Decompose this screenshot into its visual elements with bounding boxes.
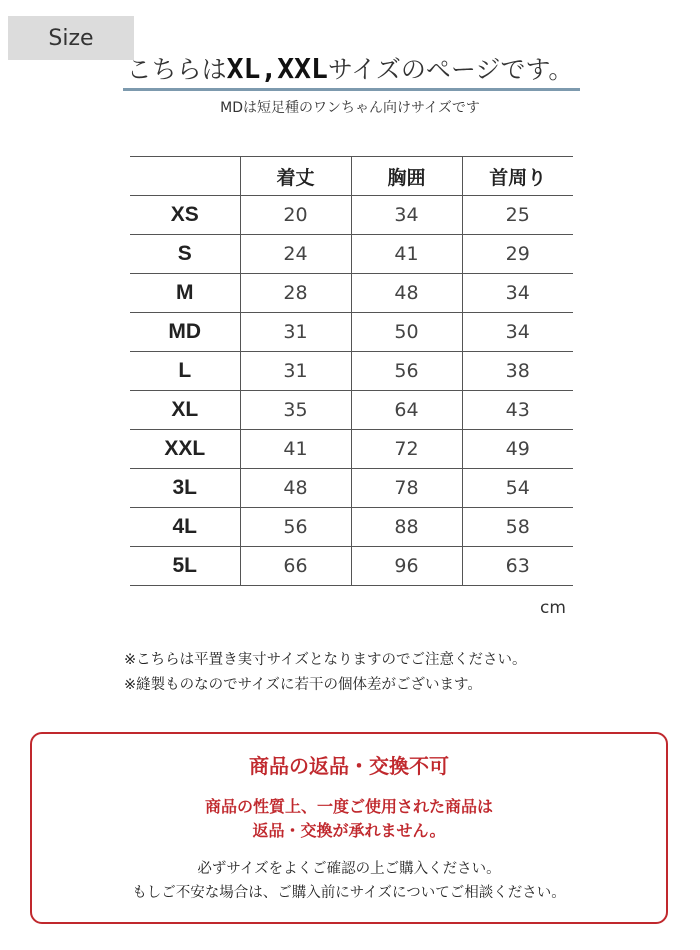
length-cell: 28 <box>240 274 351 313</box>
length-cell: 48 <box>240 469 351 508</box>
neck-cell: 54 <box>462 469 573 508</box>
neck-cell: 38 <box>462 352 573 391</box>
neck-cell: 29 <box>462 235 573 274</box>
notice-info <box>32 857 666 905</box>
chest-cell: 96 <box>351 547 462 586</box>
neck-cell: 49 <box>462 430 573 469</box>
table-row <box>130 274 573 313</box>
chest-cell: 50 <box>351 313 462 352</box>
table-header-row <box>130 157 573 196</box>
size-cell: MD <box>130 313 240 352</box>
table-header-size <box>130 157 240 196</box>
title-underline <box>123 88 580 91</box>
neck-cell: 25 <box>462 196 573 235</box>
size-cell: L <box>130 352 240 391</box>
size-cell: XL <box>130 391 240 430</box>
table-header-neck: 首周り <box>462 157 573 196</box>
notice-info-line: もしご不安な場合は、ご購入前にサイズについてご相談ください。 <box>132 885 566 901</box>
title-emphasis: XL,XXL <box>226 52 328 85</box>
size-cell: M <box>130 274 240 313</box>
chest-cell: 48 <box>351 274 462 313</box>
title-prefix: こちらは <box>126 55 227 84</box>
size-cell: 4L <box>130 508 240 547</box>
notice-title: 商品の返品・交換不可 <box>249 754 449 778</box>
neck-cell: 63 <box>462 547 573 586</box>
table-row <box>130 352 573 391</box>
neck-cell: 34 <box>462 274 573 313</box>
table-row <box>130 235 573 274</box>
notes <box>124 648 527 698</box>
table-row <box>130 430 573 469</box>
table-header-chest: 胸囲 <box>351 157 462 196</box>
size-cell: XXL <box>130 430 240 469</box>
table-row <box>130 547 573 586</box>
neck-cell: 58 <box>462 508 573 547</box>
length-cell: 41 <box>240 430 351 469</box>
neck-cell: 43 <box>462 391 573 430</box>
size-cell: XS <box>130 196 240 235</box>
size-table <box>130 156 573 586</box>
page-subtitle: MDは短足種のワンちゃん向けサイズです <box>220 100 480 116</box>
table-row <box>130 196 573 235</box>
length-cell: 66 <box>240 547 351 586</box>
length-cell: 20 <box>240 196 351 235</box>
size-tab-label: Size <box>48 25 94 51</box>
table-header-length: 着丈 <box>240 157 351 196</box>
length-cell: 24 <box>240 235 351 274</box>
chest-cell: 72 <box>351 430 462 469</box>
length-cell: 31 <box>240 352 351 391</box>
notice-warning <box>32 795 666 843</box>
table-row <box>130 508 573 547</box>
notice-warning-line: 返品・交換が承れません。 <box>252 821 446 840</box>
length-cell: 56 <box>240 508 351 547</box>
page-title <box>0 50 700 86</box>
unit-label: cm <box>540 598 566 618</box>
size-cell: 5L <box>130 547 240 586</box>
notice-warning-line: 商品の性質上、一度ご使用された商品は <box>204 797 493 816</box>
note-line: ※縫製ものなのでサイズに若干の個体差がございます。 <box>124 677 482 693</box>
length-cell: 31 <box>240 313 351 352</box>
note-line: ※こちらは平置き実寸サイズとなりますのでご注意ください。 <box>124 652 527 668</box>
notice-info-line: 必ずサイズをよくご確認の上ご購入ください。 <box>197 861 501 877</box>
table-row <box>130 469 573 508</box>
table-row <box>130 391 573 430</box>
chest-cell: 34 <box>351 196 462 235</box>
length-cell: 35 <box>240 391 351 430</box>
table-row <box>130 313 573 352</box>
chest-cell: 41 <box>351 235 462 274</box>
neck-cell: 34 <box>462 313 573 352</box>
chest-cell: 64 <box>351 391 462 430</box>
size-cell: 3L <box>130 469 240 508</box>
chest-cell: 78 <box>351 469 462 508</box>
title-suffix: サイズのページです。 <box>327 55 574 84</box>
chest-cell: 56 <box>351 352 462 391</box>
size-cell: S <box>130 235 240 274</box>
no-return-notice <box>30 732 668 924</box>
chest-cell: 88 <box>351 508 462 547</box>
